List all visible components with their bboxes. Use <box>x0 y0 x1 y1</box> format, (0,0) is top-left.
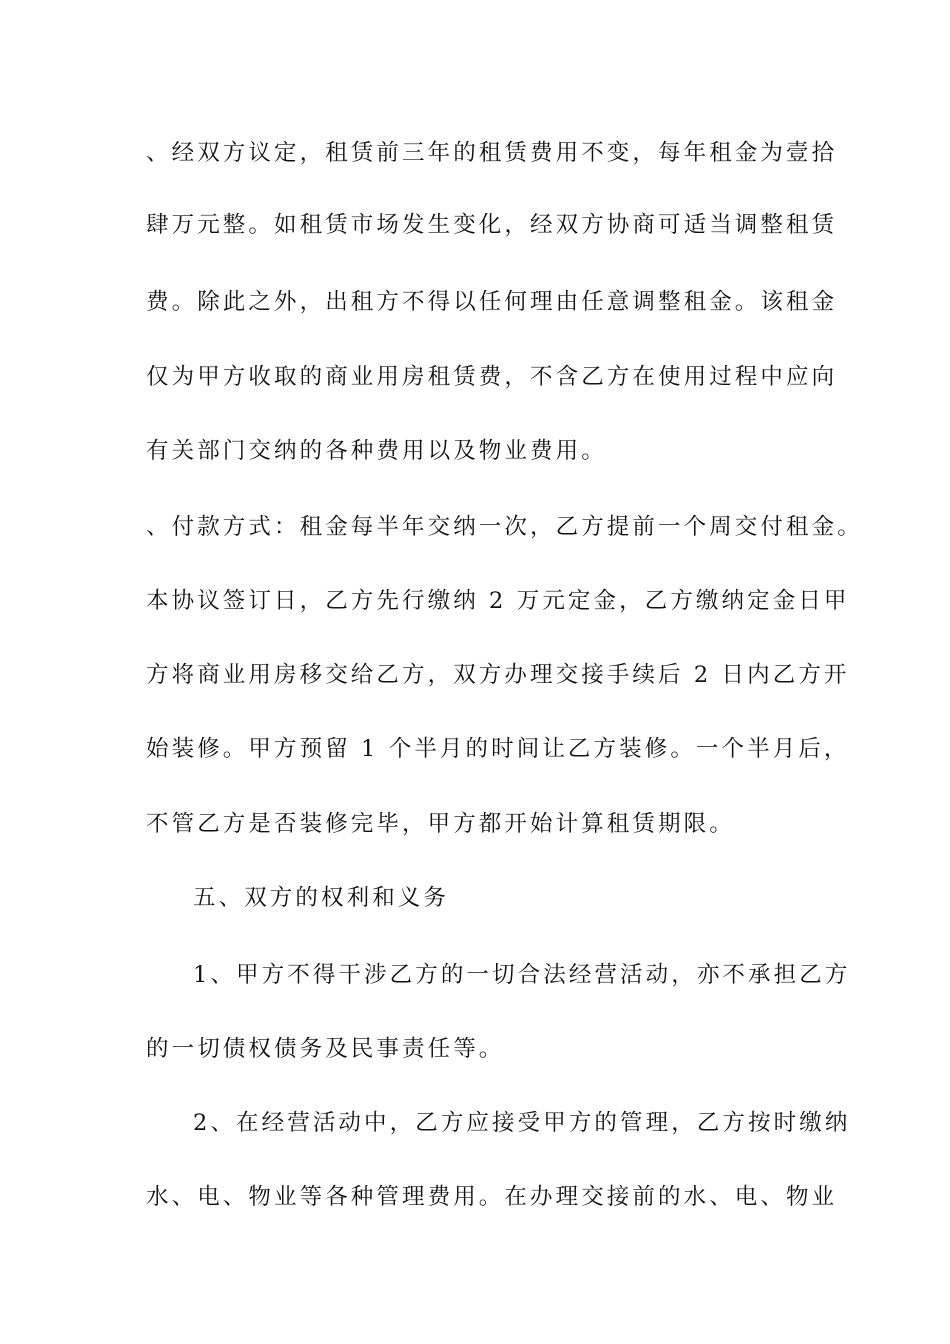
text-line-15: 水、电、物业等各种管理费用。在办理交接前的水、电、物业 <box>146 1184 838 1210</box>
text-line-7: 本协议签订日，乙方先行缴纳 2 万元定金，乙方缴纳定金日甲 <box>146 588 850 614</box>
text-line-8: 方将商业用房移交给乙方，双方办理交接手续后 2 日内乙方开 <box>146 662 850 688</box>
text-line-6: 、付款方式：租金每半年交纳一次，乙方提前一个周交付租金。 <box>146 514 863 540</box>
text-line-5: 有关部门交纳的各种费用以及物业费用。 <box>146 438 607 464</box>
text-line-2: 肆万元整。如租赁市场发生变化，经双方协商可适当调整租赁 <box>146 212 838 238</box>
text-line-14: 2、在经营活动中，乙方应接受甲方的管理，乙方按时缴纳 <box>193 1110 851 1136</box>
text-line-12: 1、甲方不得干涉乙方的一切合法经营活动，亦不承担乙方 <box>193 962 851 988</box>
text-line-13: 的一切债权债务及民事责任等。 <box>146 1036 505 1062</box>
text-line-9: 始装修。甲方预留 1 个半月的时间让乙方装修。一个半月后， <box>146 736 850 762</box>
text-line-4: 仅为甲方收取的商业用房租赁费，不含乙方在使用过程中应向 <box>146 364 838 390</box>
text-line-10: 不管乙方是否装修完毕，甲方都开始计算租赁期限。 <box>146 811 735 837</box>
text-line-3: 费。除此之外，出租方不得以任何理由任意调整租金。该租金 <box>146 289 838 315</box>
section-heading: 五、双方的权利和义务 <box>193 885 450 911</box>
text-line-1: 、经双方议定，租赁前三年的租赁费用不变，每年租金为壹拾 <box>146 140 838 166</box>
